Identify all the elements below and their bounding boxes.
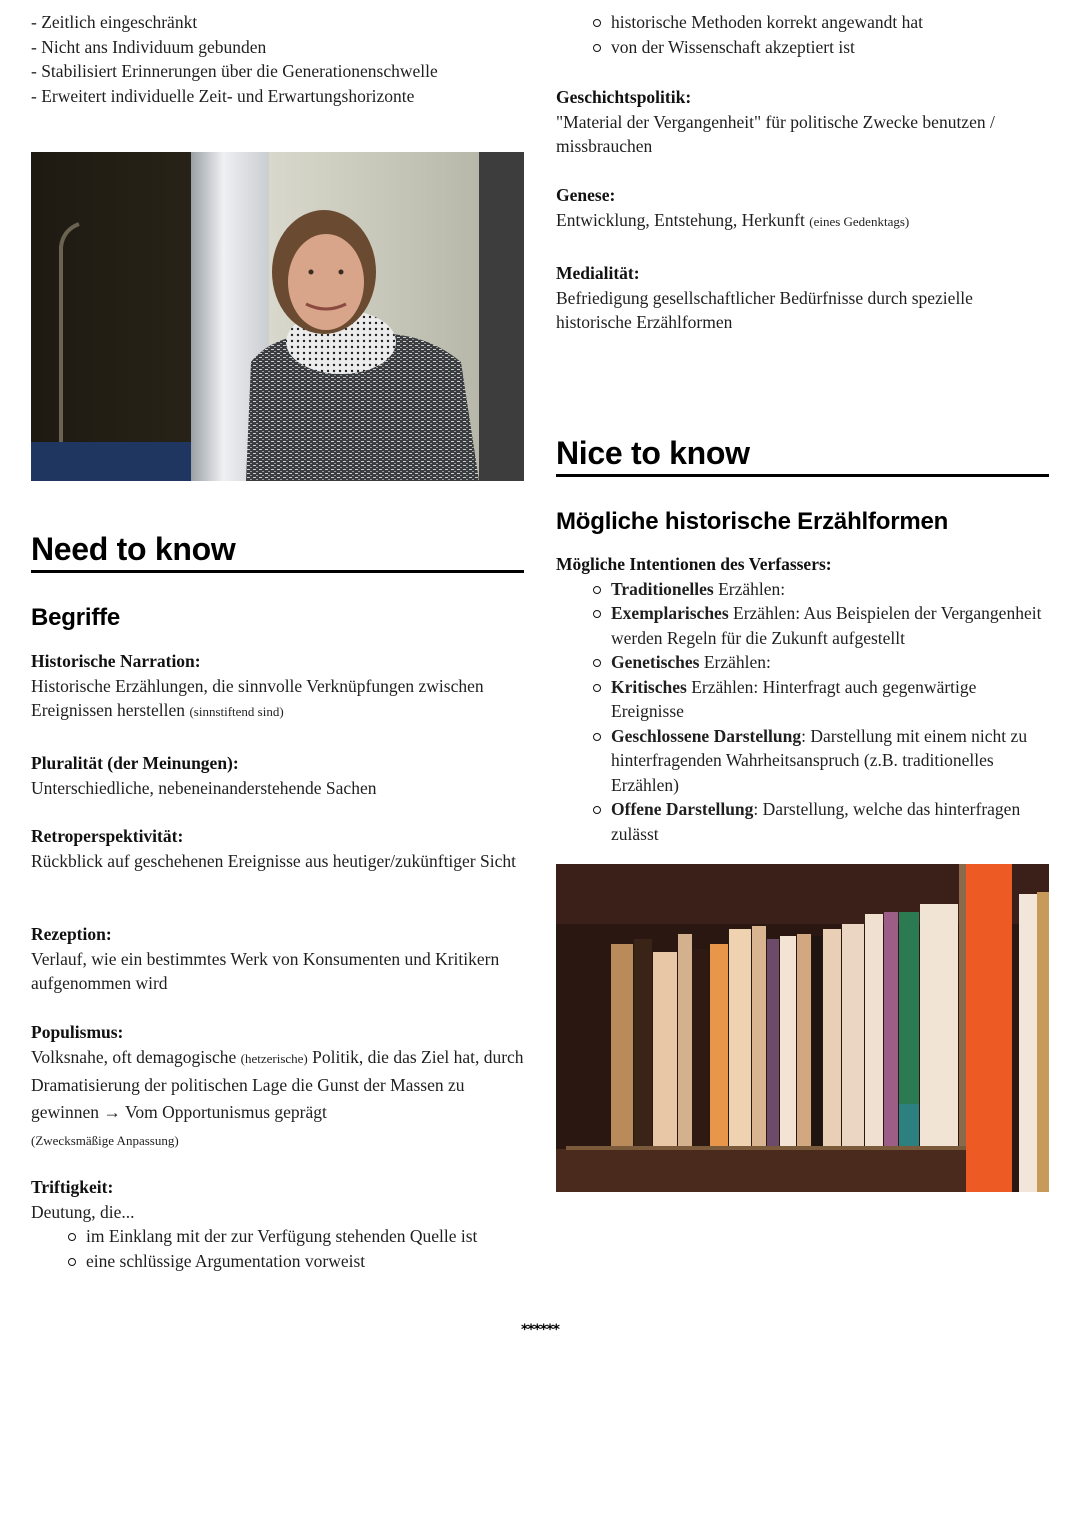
list-item: - Erweitert individuelle Zeit- und Erwartungshorizonte <box>31 84 524 109</box>
term-note: (hetzerische) <box>240 1051 308 1066</box>
term-definition: Entwicklung, Entstehung, Herkunft (eines Gedenktags) <box>556 209 910 230</box>
begriffe-subsection <box>31 603 524 633</box>
need-to-know-section <box>31 530 524 573</box>
list-item: historische Methoden korrekt angewandt hat <box>611 10 1049 35</box>
list-item: Geschlossene Darstellung: Darstellung mit einem nicht zu hinterfragenden Wahrheitsanspruch (z.B. traditionelles Erzählen) <box>611 724 1049 798</box>
section-title: Need to know <box>31 530 524 573</box>
term-label: Pluralität (der Meinungen): <box>31 753 239 773</box>
term-geschichtspolitik <box>556 85 1049 159</box>
term-label: Populismus: <box>31 1022 124 1042</box>
term-populismus <box>31 1020 524 1156</box>
term-label: Historische Narration: <box>31 651 201 671</box>
subsection-title: Begriffe <box>31 604 121 631</box>
term-label: Retroperspektivität: <box>31 826 184 846</box>
list-item: - Stabilisiert Erinnerungen über die Generationenschwelle <box>31 59 524 84</box>
term-triftigkeit <box>31 1175 524 1273</box>
list-item: eine schlüssige Argumentation vorweist <box>86 1249 524 1274</box>
term-retroperspektivitaet <box>31 824 524 873</box>
term-definition: Verlauf, wie ein bestimmtes Werk von Konsumenten und Kritikern aufgenommen wird <box>31 948 500 993</box>
term-definition: Historische Erzählungen, die sinnvolle Verknüpfungen zwischen Ereignissen herstellen (sinnstiftend sind) <box>31 675 484 720</box>
list-item: Offene Darstellung: Darstellung, welche das hinterfragen zulässt <box>611 797 1049 846</box>
term-definition: Rückblick auf geschehenen Ereignisse aus heutiger/zukünftiger Sicht <box>31 850 516 871</box>
list-item: im Einklang mit der zur Verfügung stehenden Quelle ist <box>86 1224 524 1249</box>
portrait-photo <box>31 152 524 481</box>
list-item: Kritisches Erzählen: Hinterfragt auch gegenwärtige Ereignisse <box>611 675 1049 724</box>
nice-to-know-section <box>556 434 1049 477</box>
section-title: Nice to know <box>556 434 1049 477</box>
erzaehlformen-subsection <box>556 507 1049 537</box>
intentions-list <box>556 577 1049 847</box>
term-definition: Volksnahe, oft demagogische (hetzerische) Politik, die das Ziel hat, durch Dramatisierung der politischen Lage die Gunst der Massen zu gewinnen → Vom Opportunismus geprägt <box>31 1047 524 1122</box>
term-definition: "Material der Vergangenheit" für politische Zwecke benutzen / missbrauchen <box>556 111 995 156</box>
bookshelf-illustration <box>556 864 1049 1192</box>
term-pluralitaet <box>31 751 524 800</box>
term-genese <box>556 183 1049 234</box>
term-definition: Unterschiedliche, nebeneinanderstehende Sachen <box>31 777 377 798</box>
top-list <box>556 10 1049 59</box>
list-item: von der Wissenschaft akzeptiert ist <box>611 35 1049 60</box>
term-rezeption <box>31 922 524 996</box>
term-label: Triftigkeit: <box>31 1177 114 1197</box>
separator: ****** <box>521 1322 559 1338</box>
term-label: Genese: <box>556 185 616 205</box>
list-item: Traditionelles Erzählen: <box>611 577 1049 602</box>
term-note: (eines Gedenktags) <box>809 213 910 229</box>
term-label: Rezeption: <box>31 924 112 944</box>
term-medialitaet <box>556 261 1049 335</box>
bookshelf-photo <box>556 864 1049 1192</box>
subsection-title: Mögliche historische Erzählformen <box>556 508 949 535</box>
triftigkeit-list <box>31 1224 524 1273</box>
list-item: - Zeitlich eingeschränkt <box>31 10 524 35</box>
term-label: Geschichtspolitik: <box>556 87 692 107</box>
intentions-label: Mögliche Intentionen des Verfassers: <box>556 554 832 574</box>
term-note: (sinnstiftend sind) <box>189 704 284 719</box>
list-item: Genetisches Erzählen: <box>611 650 1049 675</box>
intentions-block <box>556 552 1049 846</box>
list-item: Exemplarisches Erzählen: Aus Beispielen der Vergangenheit werden Regeln für die Zukunft aufgestellt <box>611 601 1049 650</box>
intro-list <box>31 10 524 108</box>
term-definition: Deutung, die... <box>31 1201 135 1222</box>
list-item: - Nicht ans Individuum gebunden <box>31 35 524 60</box>
term-note: (Zwecksmäßige Anpassung) <box>31 1133 179 1148</box>
portrait-illustration <box>31 152 524 481</box>
term-definition: Befriedigung gesellschaftlicher Bedürfnisse durch spezielle historische Erzählformen <box>556 287 973 332</box>
term-historische-narration <box>31 649 524 725</box>
term-label: Medialität: <box>556 263 640 283</box>
